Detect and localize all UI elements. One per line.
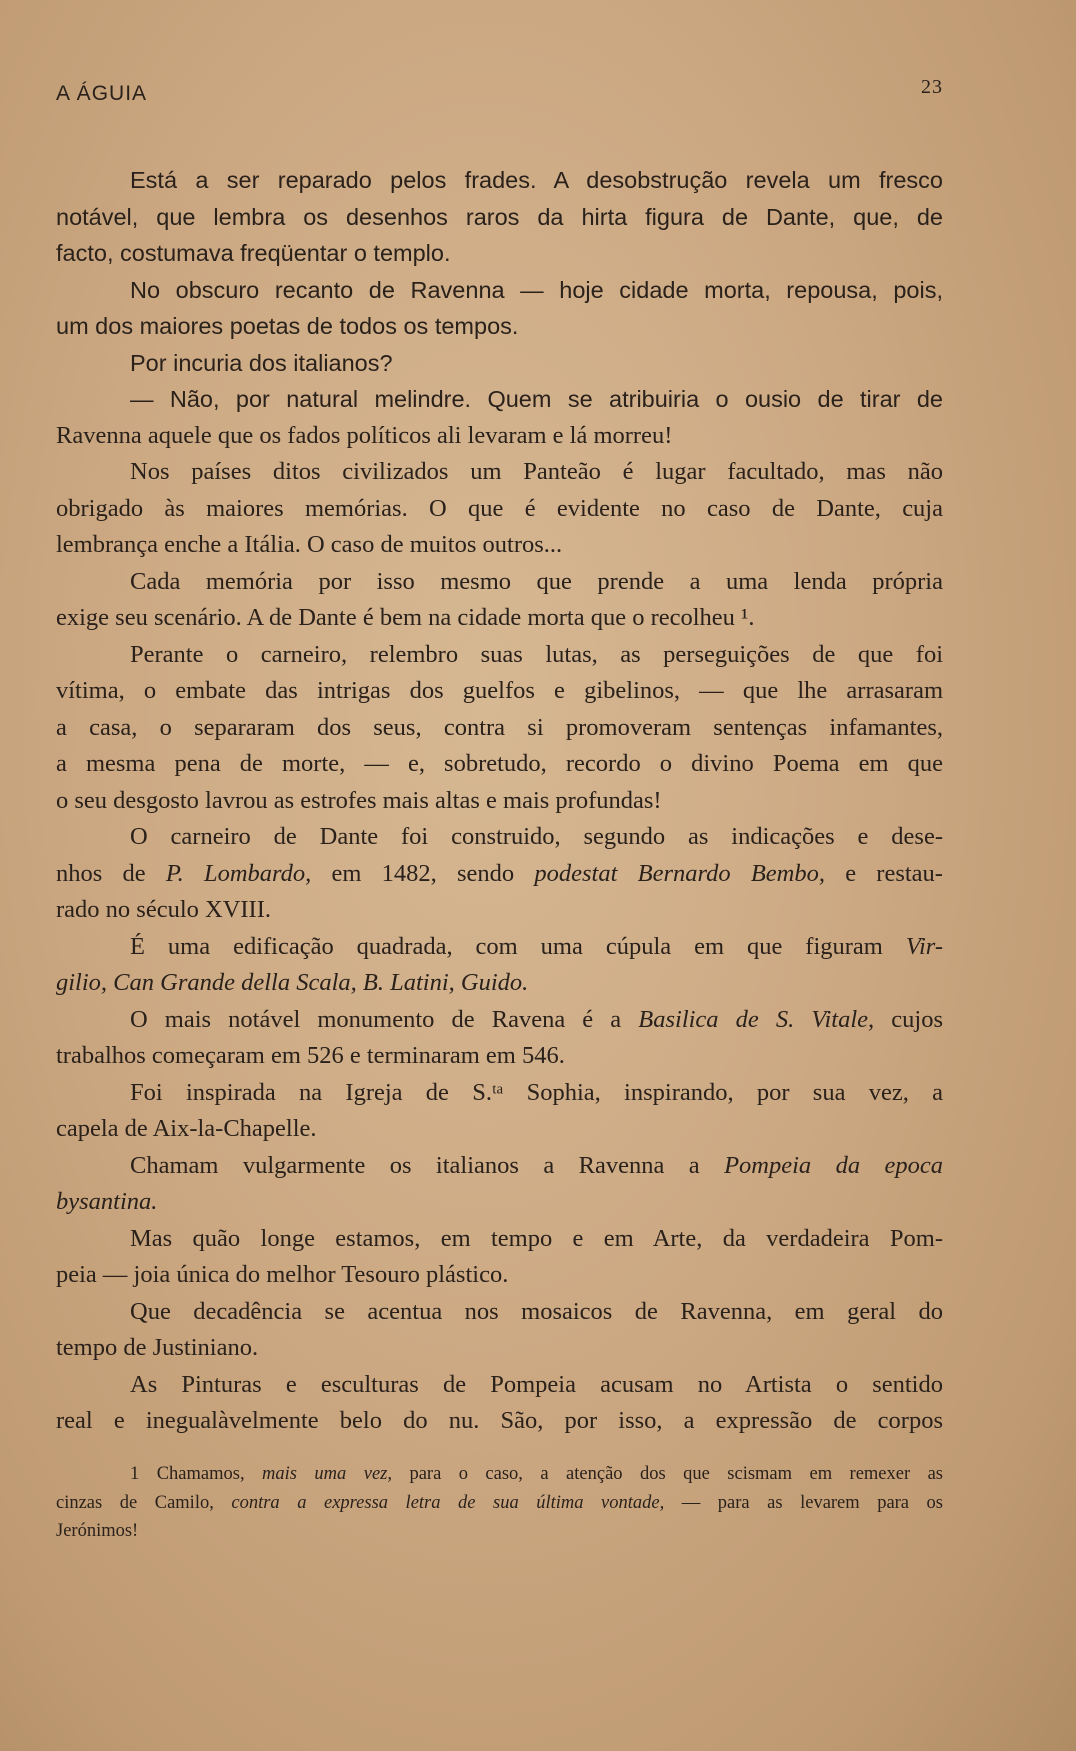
italic-text: contra a expressa letra de sua última vontade, (231, 1492, 665, 1513)
italic-text: podestat Bernardo Bembo, (534, 859, 825, 887)
text-line: obrigado às maiores memórias. O que é evidente no caso de Dante, cuja (56, 494, 943, 522)
footnote-line: Jerónimos! (56, 1521, 139, 1541)
text-line (56, 1184, 943, 1221)
text-line: Ravenna aquele que os fados políticos ali levaram e lá morreu! (56, 421, 673, 449)
text-line: trabalhos começaram em 526 e terminaram em 546. (56, 1042, 565, 1069)
italic-text: mais uma vez, (262, 1464, 392, 1484)
footnote (56, 1460, 943, 1546)
italic-text: P. Lombardo, (165, 859, 312, 887)
text-line: real e inegualàvelmente belo do nu. São, por isso, a expressão de corpos (56, 1407, 943, 1434)
page-number: 23 (921, 76, 943, 98)
italic-text: gilio, Can Grande della Scala, B. Latini, Guido. (56, 969, 529, 996)
text-line: Nos países ditos civilizados um Panteão é lugar facultado, mas não (130, 458, 943, 485)
text-line: Por incuria dos italianos? (130, 349, 393, 376)
text-line: Foi inspirada na Igreja de S.ᵗᵃ Sophia, inspirando, por sua vez, a (130, 1078, 943, 1106)
text-line: vítima, o embate das intrigas dos guelfos e gibelinos, — que lhe arrasaram (56, 677, 943, 704)
text-line: O carneiro de Dante foi construido, segundo as indicações e dese- (130, 823, 943, 850)
text-line: um dos maiores poetas de todos os tempos. (56, 313, 519, 339)
text-line (56, 856, 943, 893)
text-line: tempo de Justiniano. (56, 1334, 259, 1361)
text-line: Está a ser reparado pelos frades. A desobstrução revela um fresco (130, 167, 943, 193)
text-line: exige seu scenário. A de Dante é bem na cidade morta que o recolheu ¹. (56, 604, 755, 631)
italic-text: Vir- (905, 932, 943, 960)
text-run: para o caso, a atenção dos que scismam em remexer as (392, 1464, 943, 1484)
italic-text: Pompeia da epoca (724, 1151, 943, 1179)
italic-text: Basilica de S. Vitale, (638, 1005, 875, 1033)
text-line: Perante o carneiro, relembro suas lutas, as perseguições de que foi (130, 640, 943, 668)
text-line: peia — joia única do melhor Tesouro plástico. (56, 1261, 509, 1288)
footnote-line (56, 1460, 943, 1489)
text-run: cinzas de Camilo, (56, 1492, 232, 1513)
text-line: As Pinturas e esculturas de Pompeia acusam no Artista o sentido (130, 1370, 943, 1398)
text-run: em 1482, sendo (311, 859, 535, 887)
text-run: Chamam vulgarmente os italianos a Ravenna a (130, 1151, 725, 1179)
text-line: lembrança enche a Itália. O caso de muitos outros... (56, 531, 563, 558)
running-header (56, 76, 943, 112)
text-line: Que decadência se acentua nos mosaicos de Ravenna, em geral do (130, 1297, 943, 1325)
text-line: Mas quão longe estamos, em tempo e em Arte, da verdadeira Pom- (130, 1224, 943, 1252)
italic-text: bysantina. (56, 1188, 158, 1215)
journal-title: A ÁGUIA (56, 82, 148, 105)
text-run: cujos (874, 1005, 943, 1033)
text-line: a mesma pena de morte, — e, sobretudo, recordo o divino Poema em que (56, 750, 943, 777)
footnote-line (56, 1489, 943, 1518)
text-line: — Não, por natural melindre. Quem se atribuiria o ousio de tirar de (130, 386, 943, 412)
text-line: o seu desgosto lavrou as estrofes mais altas e mais profundas! (56, 786, 662, 814)
text-line (56, 1002, 943, 1039)
text-run: É uma edificação quadrada, com uma cúpula em que figuram (130, 932, 906, 960)
text-line: facto, costumava freqüentar o templo. (56, 240, 451, 266)
text-line: a casa, o separaram dos seus, contra si promoveram sentenças infamantes, (56, 713, 943, 741)
text-line (56, 965, 943, 1002)
text-run: O mais notável monumento de Ravena é a (130, 1005, 639, 1033)
text-line: Cada memória por isso mesmo que prende a uma lenda própria (130, 567, 943, 595)
text-run: 1 Chamamos, (130, 1464, 263, 1484)
text-line: rado no século XVIII. (56, 896, 271, 923)
text-line: No obscuro recanto de Ravenna — hoje cidade morta, repousa, pois, (130, 276, 943, 303)
text-line: notável, que lembra os desenhos raros da hirta figura de Dante, que, de (56, 203, 943, 230)
text-run: e restau- (825, 859, 943, 887)
text-run: nhos de (56, 859, 166, 887)
text-line (56, 929, 943, 966)
text-run: — para as levarem para os (664, 1492, 943, 1513)
text-line: capela de Aix-la-Chapelle. (56, 1115, 317, 1142)
text-line (56, 1148, 943, 1185)
body-text (56, 162, 943, 1440)
